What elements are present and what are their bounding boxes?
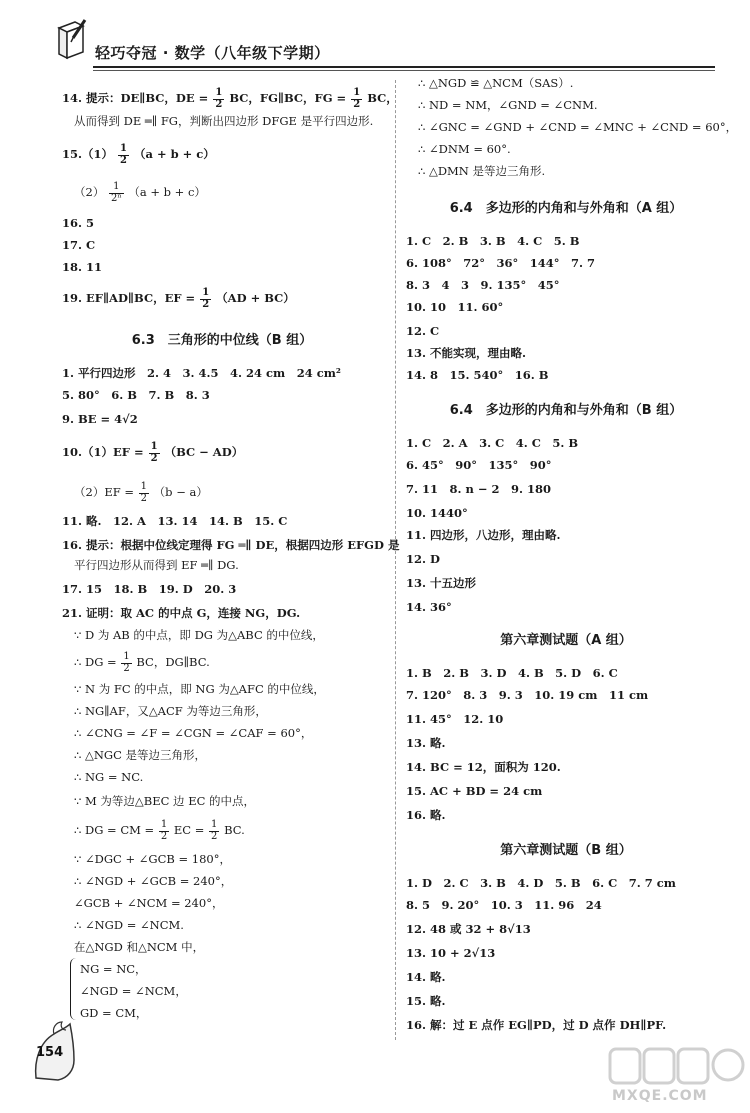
section-title-6-3-b: 6.3 三角形的中位线（B 组） bbox=[131, 333, 313, 348]
answer-a8: 8. 3 4 3 9. 135° 45° bbox=[406, 278, 560, 292]
system-brace bbox=[70, 958, 77, 1020]
answer-e14: 14. 略. bbox=[406, 970, 446, 984]
answer-16: 16. 5 bbox=[62, 216, 95, 230]
page-header bbox=[55, 18, 715, 70]
proof-line: ∵ ∠DGC + ∠GCB = 180°， bbox=[74, 852, 231, 866]
fraction: $\frac{1}{2}$ bbox=[150, 441, 158, 464]
proof-line: ∠NGD = ∠NCM， bbox=[80, 984, 187, 998]
column-divider bbox=[395, 80, 396, 1040]
answer-b10-1: 10.（1）EF = $\frac{1}{2}$ （BC − AD） bbox=[62, 441, 244, 464]
answer-c12: 12. D bbox=[406, 552, 440, 566]
fraction: $\frac{1}{2}$ bbox=[123, 651, 130, 674]
proof-line: ∴ ∠NGD + ∠GCB = 240°， bbox=[74, 874, 233, 888]
proof-line: ∴ NG∥AF，又△ACF 为等边三角形， bbox=[74, 704, 267, 718]
answer-e16: 16. 解：过 E 点作 EG∥PD，过 D 点作 DH∥PF. bbox=[406, 1018, 667, 1032]
fraction: $\frac{1}{2}$ bbox=[215, 87, 223, 110]
proof-line: ∴ △NGD ≌ △NCM（SAS）. bbox=[418, 76, 574, 90]
answer-e8: 8. 5 9. 20° 10. 3 11. 96 24 bbox=[406, 898, 602, 912]
answer-14: 14. 提示：DE∥BC，DE = $\frac{1}{2}$ BC，FG∥BC，FG = $\frac{1}{2}$ BC， bbox=[62, 87, 398, 110]
answer-b11: 11. 略. 12. A 13. 14 14. B 15. C bbox=[62, 514, 288, 528]
proof-line: 在△NGD 和△NCM 中， bbox=[74, 940, 205, 954]
answer-a6: 6. 108° 72° 36° 144° 7. 7 bbox=[406, 256, 596, 270]
fraction: $\frac{1}{2}$ bbox=[353, 87, 361, 110]
header-title: 轻巧夺冠 · 数学（八年级下学期） bbox=[95, 44, 330, 62]
answer-c13: 13. 十五边形 bbox=[406, 576, 477, 590]
header-rule-thin bbox=[93, 70, 715, 71]
section-title-ch6-a: 第六章测试题（A 组） bbox=[500, 633, 632, 648]
answer-c6: 6. 45° 90° 135° 90° bbox=[406, 458, 552, 472]
answer-e13: 13. 10 + 2√13 bbox=[406, 946, 496, 960]
proof-line: ∠GCB + ∠NCM = 240°， bbox=[74, 896, 224, 910]
answer-a10: 10. 10 11. 60° bbox=[406, 300, 504, 314]
answer-b10-2: （2）EF = $\frac{1}{2}$ （b − a） bbox=[74, 481, 208, 504]
proof-line: GD = CM， bbox=[80, 1006, 148, 1020]
fraction: $\frac{1}{2}$ bbox=[120, 143, 127, 166]
answer-d11: 11. 45° 12. 10 bbox=[406, 712, 504, 726]
section-title-ch6-b: 第六章测试题（B 组） bbox=[500, 843, 632, 858]
answer-15-2: （2） $\frac{1}{\text{2ⁿ}}$ （a + b + c） bbox=[74, 181, 206, 204]
answer-b1: 1. 平行四边形 2. 4 3. 4.5 4. 24 cm 24 cm² bbox=[62, 366, 341, 380]
fraction: $\frac{1}{2}$ bbox=[160, 819, 168, 842]
proof-line: ∵ M 为等边△BEC 边 EC 的中点， bbox=[74, 794, 256, 808]
answer-c14: 14. 36° bbox=[406, 600, 452, 614]
answer-c11: 11. 四边形，八边形，理由略. bbox=[406, 528, 561, 542]
page-number: 154 bbox=[36, 1045, 64, 1060]
answer-c1: 1. C 2. A 3. C 4. C 5. B bbox=[406, 436, 579, 450]
fraction: $\frac{1}{2}$ bbox=[140, 481, 148, 504]
fraction: $\frac{1}{\text{2ⁿ}}$ bbox=[110, 181, 122, 204]
answer-b16-cont: 平行四边形从而得到 EF ═∥ DG. bbox=[74, 558, 239, 572]
proof-line: ∴ △NGC 是等边三角形， bbox=[74, 748, 207, 762]
answer-a12: 12. C bbox=[406, 324, 440, 338]
answer-b5: 5. 80° 6. B 7. B 8. 3 bbox=[62, 388, 210, 402]
header-rule bbox=[93, 66, 715, 68]
answer-b9: 9. BE = 4√2 bbox=[62, 412, 138, 426]
answer-d1: 1. B 2. B 3. D 4. B 5. D 6. C bbox=[406, 666, 618, 680]
answer-a1: 1. C 2. B 3. B 4. C 5. B bbox=[406, 234, 580, 248]
answer-d13: 13. 略. bbox=[406, 736, 446, 750]
proof-line: ∴ ∠DNM = 60°. bbox=[418, 142, 511, 156]
section-title-6-4-a: 6.4 多边形的内角和与外角和（A 组） bbox=[449, 201, 683, 216]
answer-c10: 10. 1440° bbox=[406, 506, 468, 520]
answer-b16: 16. 提示：根据中位线定理得 FG ═∥ DE，根据四边形 EFGD 是 bbox=[62, 538, 400, 552]
answer-b21-1: 21. 证明：取 AC 的中点 G，连接 NG，DG. bbox=[62, 606, 301, 620]
answer-15-1: 15.（1） $\frac{1}{2}$ （a + b + c） bbox=[62, 143, 215, 166]
answer-e1: 1. D 2. C 3. B 4. D 5. B 6. C 7. 7 cm bbox=[406, 876, 676, 890]
answer-e15: 15. 略. bbox=[406, 994, 446, 1008]
answer-a13: 13. 不能实现，理由略. bbox=[406, 346, 527, 360]
answer-d7: 7. 120° 8. 3 9. 3 10. 19 cm 11 cm bbox=[406, 688, 649, 702]
answer-c7: 7. 11 8. n − 2 9. 180 bbox=[406, 482, 552, 496]
proof-line: ∴ △DMN 是等边三角形. bbox=[418, 164, 546, 178]
proof-line: ∴ NG = NC. bbox=[74, 770, 144, 784]
answer-19: 19. EF∥AD∥BC，EF = $\frac{1}{2}$ （AD + BC） bbox=[62, 287, 295, 310]
answer-a14: 14. 8 15. 540° 16. B bbox=[406, 368, 549, 382]
answer-d14: 14. BC = 12，面积为 120. bbox=[406, 760, 561, 774]
proof-line: ∴ DG = $\frac{1}{2}$ BC，DG∥BC. bbox=[74, 651, 210, 674]
answer-18: 18. 11 bbox=[62, 260, 103, 274]
section-title-6-4-b: 6.4 多边形的内角和与外角和（B 组） bbox=[449, 403, 683, 418]
watermark-text: MXQE.COM bbox=[612, 1088, 708, 1104]
proof-line: NG = NC， bbox=[80, 962, 147, 976]
answer-d15: 15. AC + BD = 24 cm bbox=[406, 784, 543, 798]
proof-line: ∴ ∠NGD = ∠NCM. bbox=[74, 918, 184, 932]
answer-17: 17. C bbox=[62, 238, 96, 252]
answer-d16: 16. 略. bbox=[406, 808, 446, 822]
proof-line: ∴ ND = NM，∠GND = ∠CNM. bbox=[418, 98, 598, 112]
answer-14-cont: 从而得到 DE ═∥ FG，判断出四边形 DFGE 是平行四边形. bbox=[74, 114, 374, 128]
book-pencil-icon bbox=[55, 18, 89, 62]
proof-line: ∴ ∠CNG = ∠F = ∠CGN = ∠CAF = 60°， bbox=[74, 726, 313, 740]
answer-e12: 12. 48 或 32 + 8√13 bbox=[406, 922, 531, 936]
proof-line: ∴ ∠GNC = ∠GND + ∠CND = ∠MNC + ∠CND = 60°， bbox=[418, 120, 738, 134]
answer-b17: 17. 15 18. B 19. D 20. 3 bbox=[62, 582, 237, 596]
fraction: $\frac{1}{2}$ bbox=[202, 287, 210, 310]
proof-line: ∴ DG = CM = $\frac{1}{2}$ EC = $\frac{1}{2}$ BC. bbox=[74, 819, 245, 842]
proof-line: ∵ D 为 AB 的中点，即 DG 为△ABC 的中位线， bbox=[74, 628, 324, 642]
proof-line: ∵ N 为 FC 的中点，即 NG 为△AFC 的中位线， bbox=[74, 682, 325, 696]
fraction: $\frac{1}{2}$ bbox=[211, 819, 218, 842]
